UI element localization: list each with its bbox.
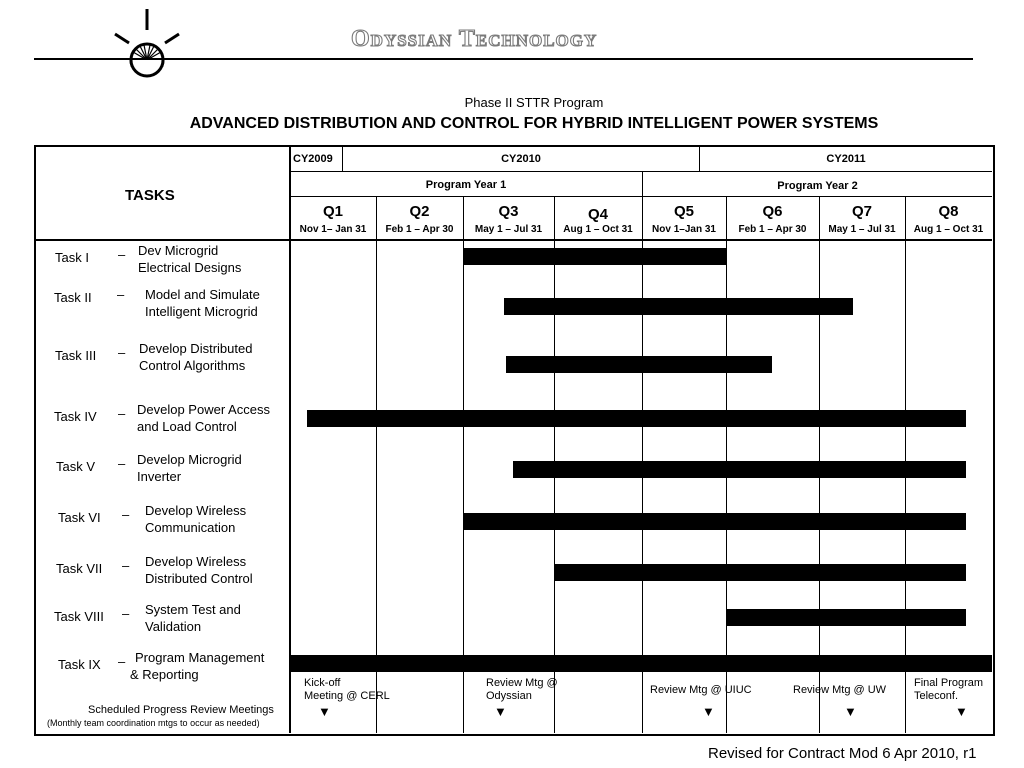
gantt-bar [290,655,992,672]
gantt-bar [307,410,966,427]
task-id: Task VI [58,510,101,525]
quarter-label: Q2 [409,203,430,220]
gantt-bar [463,513,966,530]
task-id: Task III [55,348,97,363]
task-description: Develop Power Access [137,402,270,417]
task-id: Task VIII [54,609,104,624]
task-description: Develop Microgrid [137,452,242,467]
milestone-marker-icon: ▼ [955,704,968,719]
task-description: & Reporting [130,667,199,682]
milestone-line2: Meeting @ CERL [304,690,390,702]
gantt-bar [504,298,853,315]
task-description: Dev Microgrid [138,243,219,258]
quarter-dates: May 1 – Jul 31 [474,224,543,235]
quarter-gridline [376,197,377,733]
page-subtitle: Phase II STTR Program [464,95,604,110]
tasks-header: TASKS [125,187,175,204]
task-dash: – [118,406,126,421]
task-id: Task IV [54,409,97,424]
quarter-label: Q7 [851,203,872,220]
task-description: Intelligent Microgrid [145,304,258,319]
milestone-marker-icon: ▼ [844,704,857,719]
task-description: and Load Control [137,419,237,434]
milestone-line1: Final Program [914,677,984,689]
task-id: Task II [54,290,92,305]
task-description: Develop Wireless [145,554,247,569]
task-id: Task I [55,250,89,265]
task-dash: – [118,247,126,262]
quarter-label: Q3 [498,203,519,220]
milestone-line1: Kick-off [304,677,341,689]
task-description: Validation [145,619,202,634]
page-title: ADVANCED DISTRIBUTION AND CONTROL FOR HYBRID INTELLIGENT POWER SYSTEMS [189,115,879,132]
calendar-year-label: CY2010 [501,153,541,165]
milestone-marker-icon: ▼ [318,704,331,719]
task-description: Distributed Control [145,571,253,586]
revision-note: Revised for Contract Mod 6 Apr 2010, r1 [708,745,977,762]
task-dash: – [122,606,130,621]
quarter-dates: Nov 1–Jan 31 [652,224,716,235]
milestone-line1: Review Mtg @ UW [793,684,887,696]
milestone-line1: Review Mtg @ UIUC [650,684,752,696]
quarter-dates: Nov 1– Jan 31 [299,224,367,235]
quarter-label: Q1 [322,203,343,220]
gantt-bar [506,356,773,373]
quarter-dates: Feb 1 – Apr 30 [738,224,807,235]
task-dash: – [118,456,126,471]
task-description: Control Algorithms [139,358,246,373]
milestone-label [304,677,390,703]
task-dash: – [118,345,126,360]
quarter-label: Q4 [587,206,608,223]
milestone-line2: Teleconf. [914,690,959,702]
brand-name: Odyssian Technology [351,26,598,52]
milestone-label [793,684,886,697]
milestone-label [650,684,752,697]
header-bottom-divider [35,239,992,241]
task-id: Task VII [56,561,103,576]
py-row-divider [290,196,992,197]
quarter-dates: May 1 – Jul 31 [828,224,896,235]
task-dash: – [118,654,126,669]
program-year-label: Program Year 2 [777,180,858,192]
odyssian-logo-icon [105,5,190,80]
milestone-marker-icon: ▼ [494,704,507,719]
milestone-marker-icon: ▼ [702,704,715,719]
task-description: Model and Simulate [145,287,260,302]
quarter-label: Q5 [673,203,694,220]
calendar-year-label: CY2009 [293,153,333,165]
task-description: Electrical Designs [138,260,242,275]
schedule-note: (Monthly team coordination mtgs to occur as needed) [47,718,260,728]
gantt-bar [554,564,966,581]
gantt-bar [513,461,966,478]
task-description: System Test and [145,602,241,617]
calendar-year-label: CY2011 [826,153,866,165]
milestone-line2: Odyssian [486,690,532,702]
quarter-gridline [463,197,464,733]
header-rule [34,58,973,60]
program-year-label: Program Year 1 [425,179,507,191]
task-description: Communication [145,520,236,535]
task-dash: – [122,507,130,522]
task-dash: – [122,558,130,573]
task-id: Task IX [58,657,101,672]
cy-row-divider [290,171,992,172]
gantt-bar [463,248,726,265]
task-dash: – [117,287,125,302]
quarter-label: Q6 [762,203,783,220]
task-description: Program Management [135,650,265,665]
task-description: Develop Distributed [139,341,253,356]
task-description: Inverter [137,469,182,484]
quarter-dates: Feb 1 – Apr 30 [385,224,454,235]
gantt-bar [726,609,966,626]
milestone-label [914,677,983,703]
task-id: Task V [56,459,96,474]
milestone-line1: Review Mtg @ [486,677,558,689]
quarter-label: Q8 [938,203,959,220]
task-description: Develop Wireless [145,503,247,518]
milestone-label [486,677,558,703]
quarter-dates: Aug 1 – Oct 31 [913,224,984,235]
schedule-label: Scheduled Progress Review Meetings [88,704,274,716]
quarter-dates: Aug 1 – Oct 31 [563,224,633,235]
